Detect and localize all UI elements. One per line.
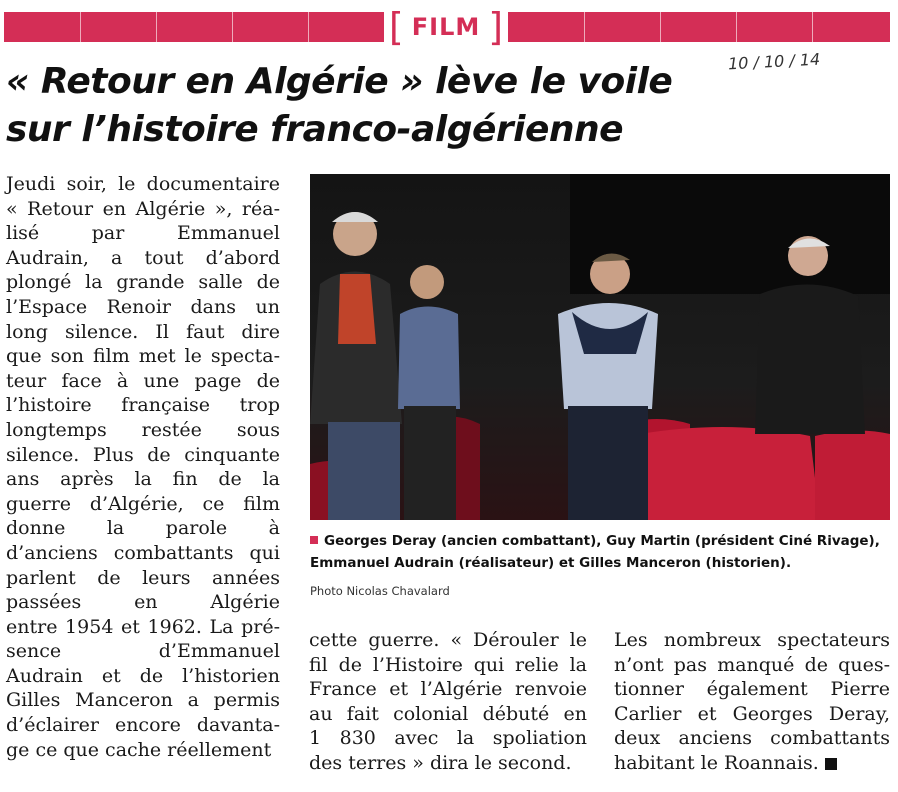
caption-line-2: Emmanuel Audrain (réalisateur) et Gilles Manceron (historien). <box>310 555 792 571</box>
article-line: d’anciens combattants qui <box>6 541 280 564</box>
article-line: guerre d’Algérie, ce film <box>6 492 280 515</box>
article-line: parlent de leurs années <box>6 566 280 589</box>
article-line: entre 1954 et 1962. La pré- <box>6 615 280 638</box>
header-band-right <box>508 12 890 42</box>
header-band-left <box>4 12 384 42</box>
photo-illustration <box>310 174 890 520</box>
headline <box>6 58 706 154</box>
article-photo <box>310 174 890 520</box>
article-line: « Retour en Algérie », réa- <box>6 197 280 220</box>
article-line: Jeudi soir, le documentaire <box>6 173 280 195</box>
photo-caption <box>310 530 890 574</box>
close-bracket: ] <box>488 5 504 49</box>
article-line: cette guerre. « Dérouler le <box>309 629 587 651</box>
article-line: plongé la grande salle de <box>6 271 280 294</box>
open-bracket: [ <box>388 5 404 49</box>
article-column-1 <box>6 172 280 762</box>
headline-line-1: « Retour en Algérie » lève le voile <box>6 61 673 102</box>
article-line: long silence. Il faut dire <box>6 320 280 343</box>
article-line: Carlier et Georges Deray, <box>614 702 890 725</box>
article-line: deux anciens combattants <box>614 727 890 750</box>
article-column-3 <box>614 628 890 776</box>
caption-line-1: Georges Deray (ancien combattant), Guy Martin (président Ciné Rivage), <box>324 533 880 549</box>
article-line: Les nombreux spectateurs <box>614 629 890 651</box>
article-line: Audrain et de l’historien <box>6 664 280 687</box>
section-tag <box>384 5 508 49</box>
article-line: France et l’Algérie renvoie <box>309 678 587 701</box>
article-line: n’ont pas manqué de ques- <box>614 653 890 676</box>
article-line: ge ce que cache réellement <box>6 738 272 761</box>
article-line: 1 830 avec la spoliation <box>309 727 587 750</box>
article-line: l’Espace Renoir dans un <box>6 295 280 318</box>
handwritten-date: 10 / 10 / 14 <box>727 49 821 74</box>
article-line: teur face à une page de <box>6 369 280 392</box>
article-line: l’histoire française trop <box>6 394 280 417</box>
headline-line-2: sur l’histoire franco-algérienne <box>6 109 624 150</box>
end-of-article-icon <box>825 758 837 770</box>
article-line: lisé par Emmanuel <box>6 222 280 245</box>
article-line: donne la parole à <box>6 517 280 540</box>
article-line: au fait colonial débuté en <box>309 702 587 725</box>
caption-square-icon <box>310 536 318 544</box>
article-line: habitant le Roannais. <box>614 751 890 776</box>
article-line: longtemps restée sous <box>6 418 280 441</box>
section-label: FILM <box>411 13 481 41</box>
article-line: que son film met le specta- <box>6 345 280 368</box>
article-line: sence d’Emmanuel <box>6 640 280 663</box>
article-line: d’éclairer encore davanta- <box>6 714 280 737</box>
article-line: tionner également Pierre <box>614 678 890 701</box>
article-line: passées en Algérie <box>6 591 280 614</box>
article-line: ans après la fin de la <box>6 468 280 491</box>
article-line: Gilles Manceron a permis <box>6 689 280 712</box>
article-line: des terres » dira le second. <box>309 751 572 774</box>
photo-credit: Photo Nicolas Chavalard <box>310 584 450 598</box>
article-line: fil de l’Histoire qui relie la <box>309 653 587 676</box>
article-line: silence. Plus de cinquante <box>6 443 280 466</box>
article-line: Audrain, a tout d’abord <box>6 246 280 269</box>
article-column-2 <box>309 628 587 776</box>
